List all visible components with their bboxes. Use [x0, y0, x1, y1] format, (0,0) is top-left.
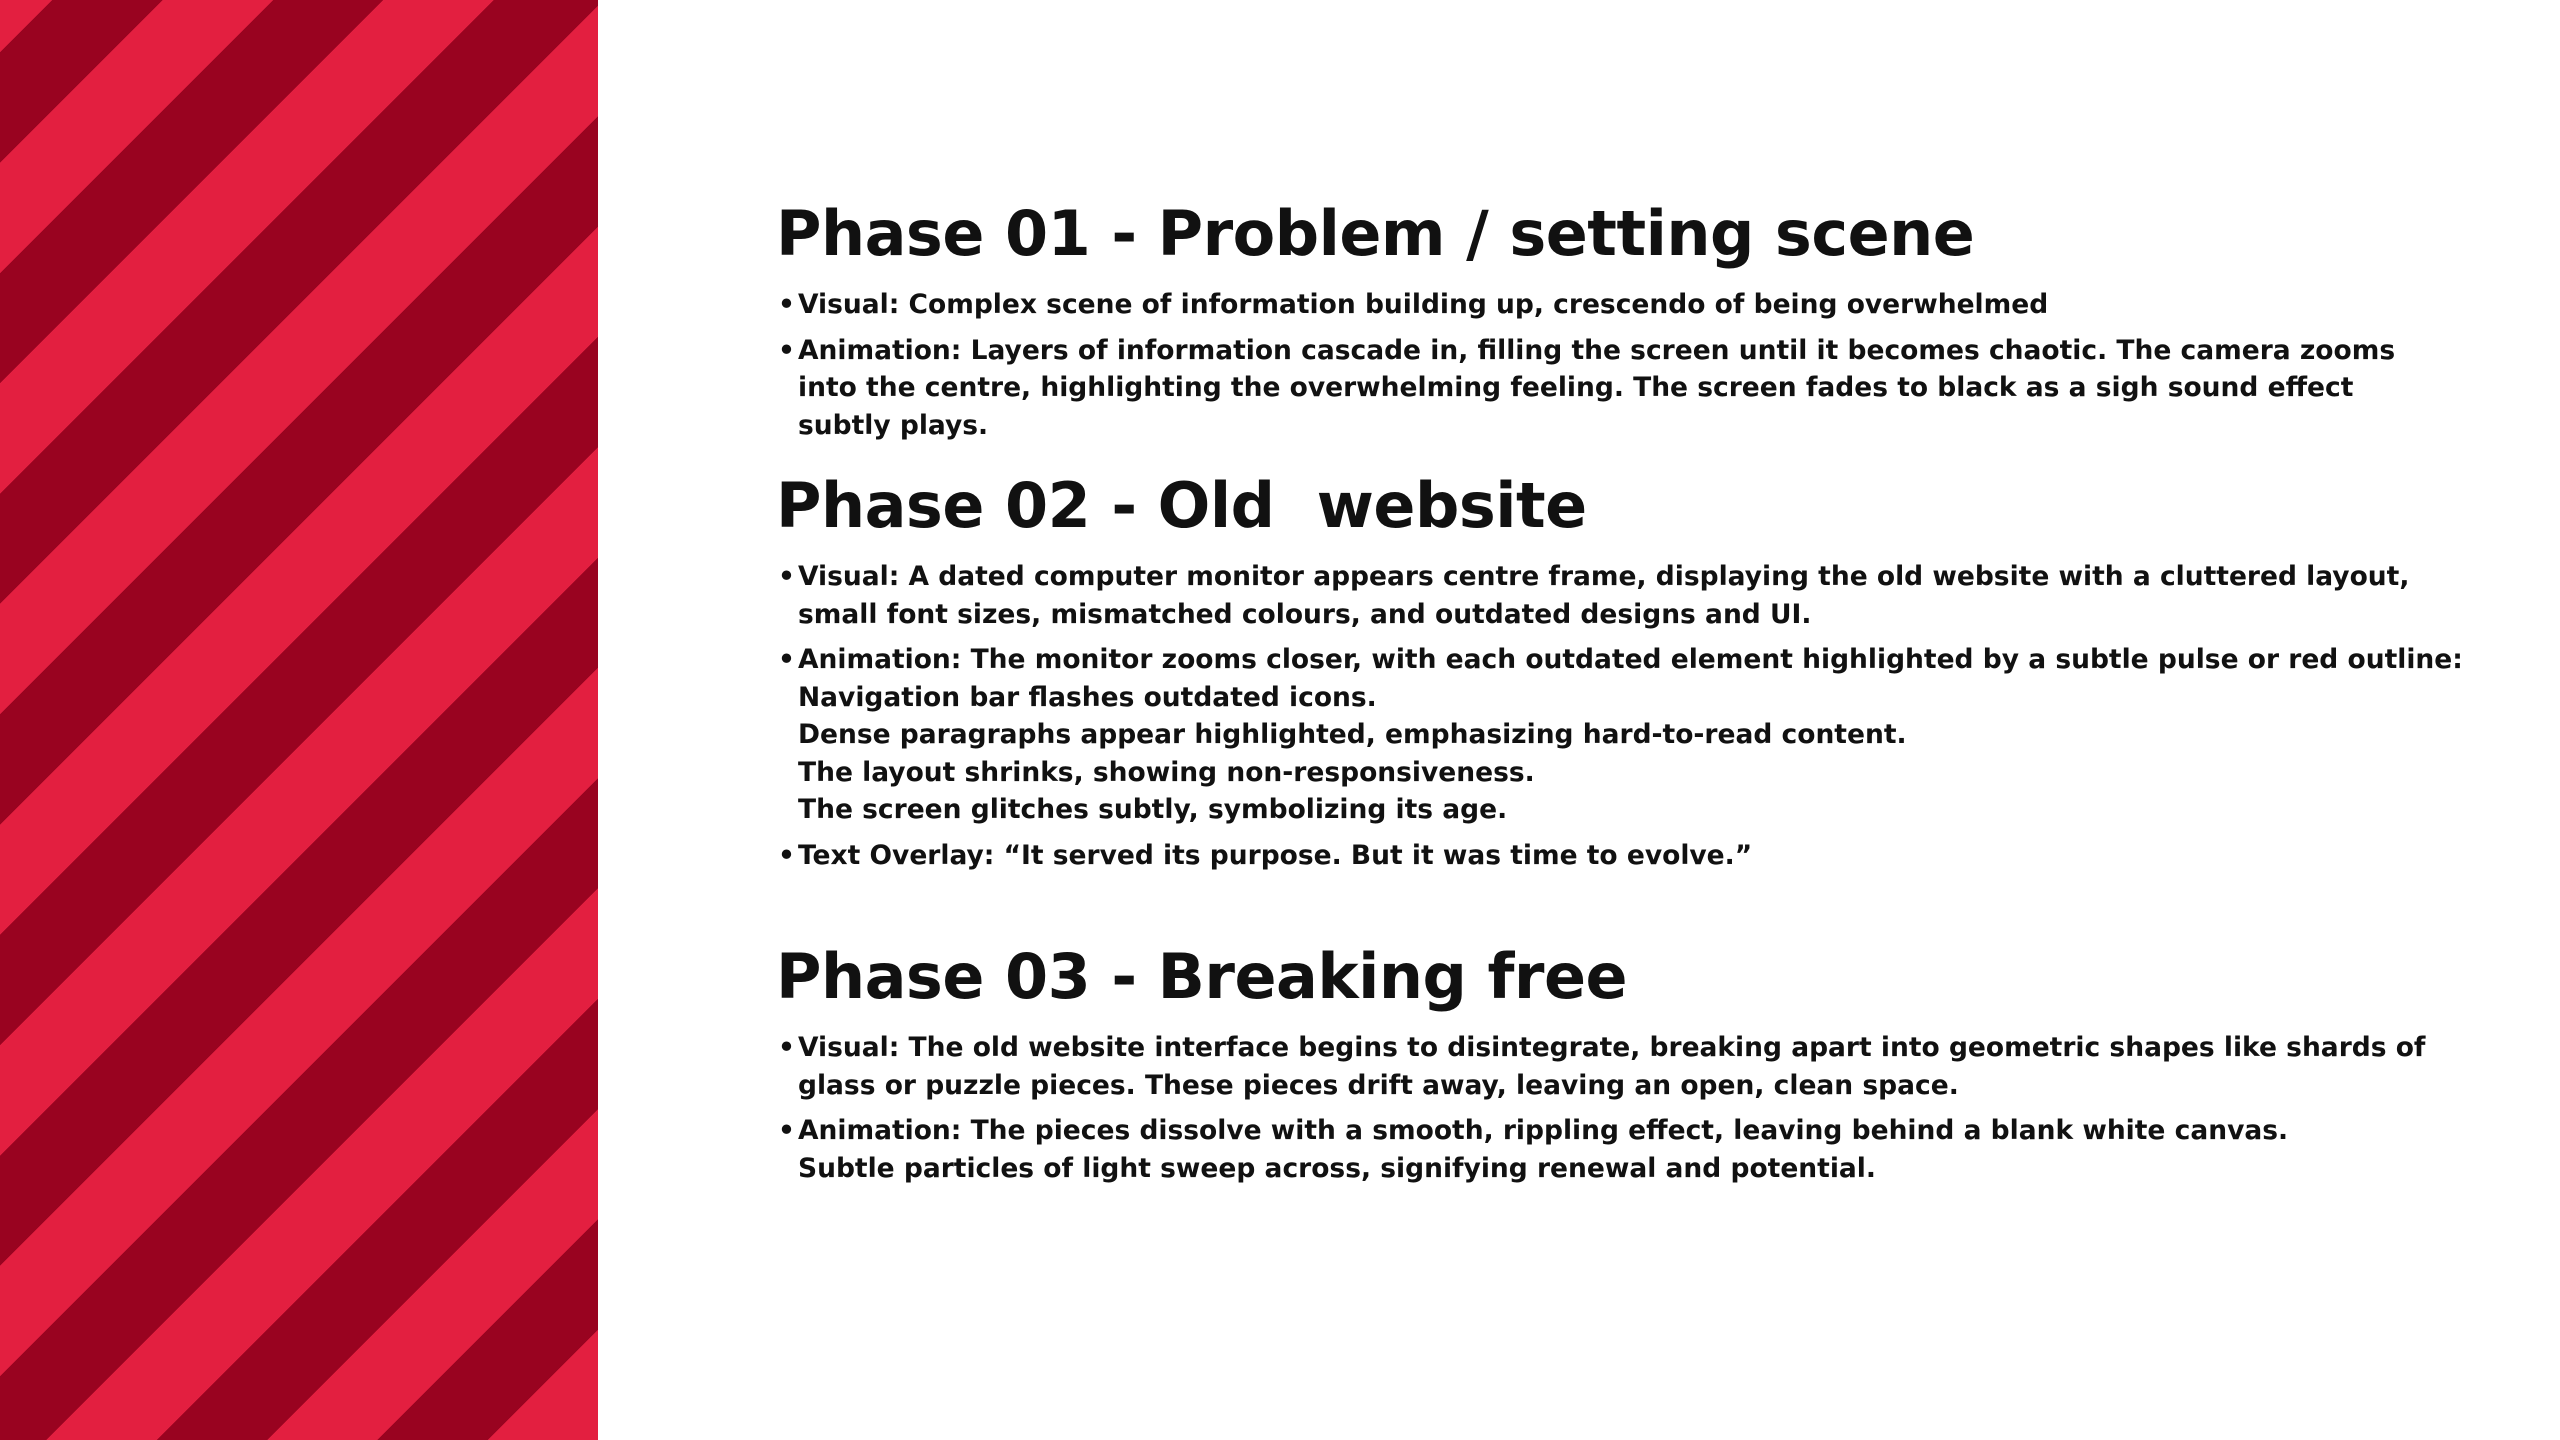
list-item — [776, 1112, 2516, 1187]
phase-01-bullet-list — [776, 286, 2516, 444]
list-item — [776, 558, 2516, 633]
list-item — [776, 837, 2516, 875]
phase-02-section — [776, 466, 2516, 882]
list-item-text: Animation: The monitor zooms closer, with each outdated element highlighted by a subtle pulse or red outline: Navigation bar flashes outdated icons. Dense paragraphs appear highlighted, emphasizing hard-to-read content. The layout shrinks, showing non-responsiveness. The screen glitches subtly, symbolizing its age. — [798, 644, 2463, 825]
bullet-icon: • — [778, 1032, 795, 1063]
list-item-text: Visual: The old website interface begins to disintegrate, breaking apart into geometric shapes like shards of glass or puzzle pieces. These pieces drift away, leaving an open, clean space. — [798, 1032, 2426, 1101]
bullet-icon: • — [778, 561, 795, 592]
list-item — [776, 1029, 2516, 1104]
phase-02-heading: Phase 02 - Old website — [776, 469, 1587, 542]
diagonal-stripe-panel — [0, 0, 598, 1440]
list-item-text: Visual: Complex scene of information building up, crescendo of being overwhelmed — [798, 289, 2049, 320]
list-item-text: Animation: Layers of information cascade in, filling the screen until it becomes chaotic. The camera zooms into the centre, highlighting the overwhelming feeling. The screen fades to black as a sigh sound effect subtly plays. — [798, 334, 2396, 441]
phase-03-heading: Phase 03 - Breaking free — [776, 940, 1628, 1013]
phase-03-section — [776, 937, 2516, 1195]
list-item — [776, 332, 2516, 445]
phase-01-heading: Phase 01 - Problem / setting scene — [776, 197, 1975, 270]
list-item-text: Visual: A dated computer monitor appears centre frame, displaying the old website with a cluttered layout, small font sizes, mismatched colours, and outdated designs and UI. — [798, 561, 2410, 630]
bullet-icon: • — [778, 644, 795, 675]
phase-01-section — [776, 194, 2516, 452]
bullet-icon: • — [778, 334, 795, 366]
bullet-icon: • — [778, 839, 795, 871]
bullet-icon: • — [778, 1115, 795, 1146]
slide-content — [776, 0, 2536, 1440]
phase-03-bullet-list — [776, 1029, 2516, 1187]
list-item — [776, 286, 2516, 324]
phase-02-bullet-list — [776, 558, 2516, 874]
list-item — [776, 641, 2516, 829]
list-item-text: Animation: The pieces dissolve with a smooth, rippling effect, leaving behind a blank white canvas. Subtle particles of light sweep across, signifying renewal and potential. — [798, 1115, 2289, 1184]
list-item-text: Text Overlay: “It served its purpose. But it was time to evolve.” — [798, 839, 1753, 871]
bullet-icon: • — [778, 289, 795, 320]
